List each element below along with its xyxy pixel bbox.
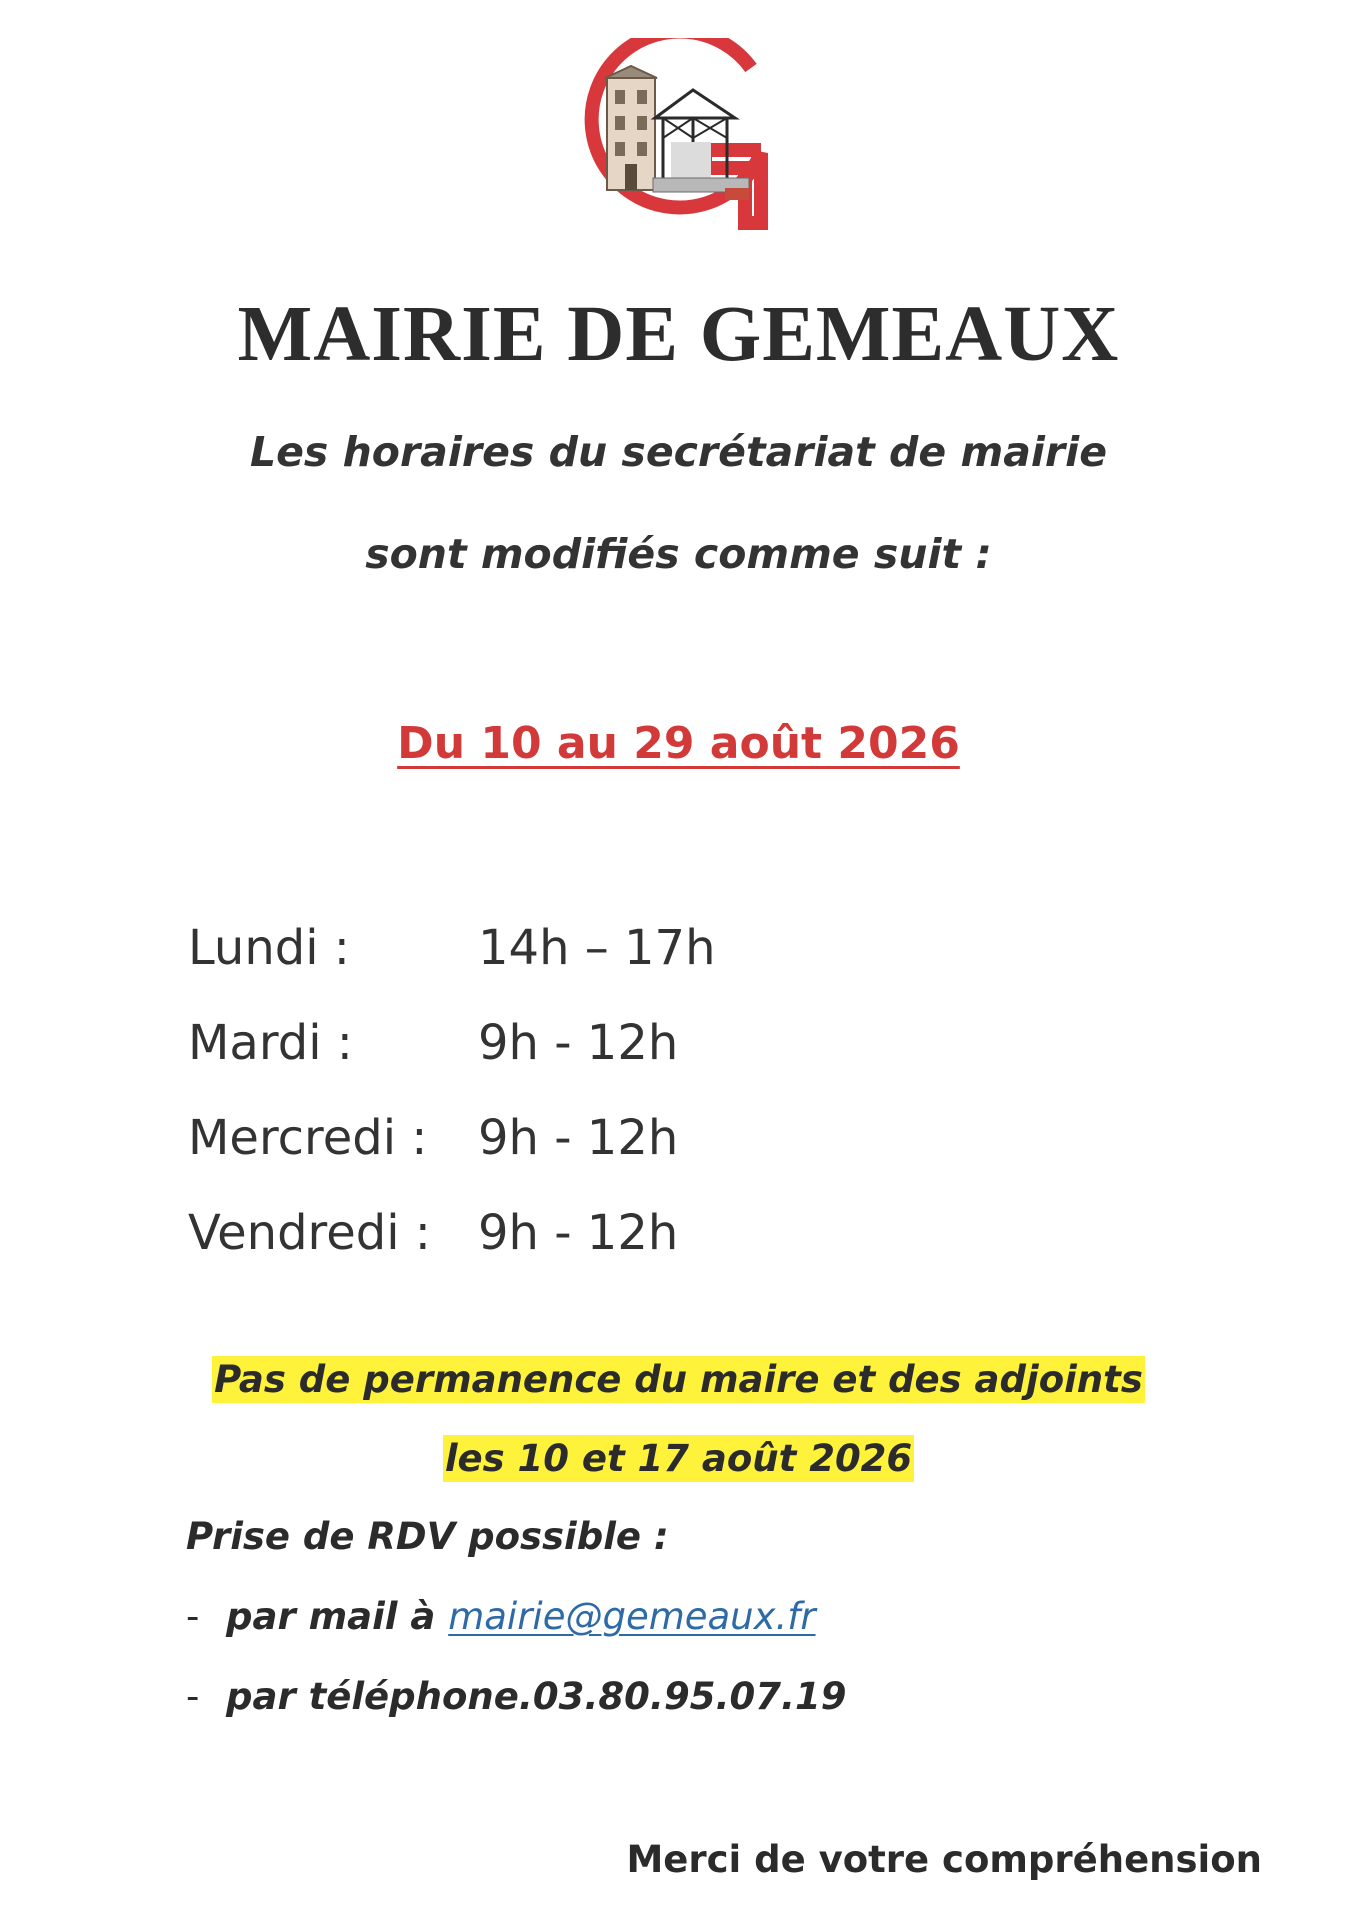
notice-text-2: les 10 et 17 août 2026 [444, 1437, 913, 1480]
hours-value: 9h - 12h [478, 1014, 679, 1071]
schedule-row [188, 995, 716, 1090]
day-label: Mercredi : [188, 1109, 428, 1166]
notice-text-1: Pas de permanence du maire et des adjoints [214, 1358, 1143, 1401]
thanks-message: Merci de votre compréhension [626, 1838, 1262, 1881]
email-link[interactable]: mairie@gemeaux.fr [448, 1595, 816, 1638]
contact-phone-item [186, 1675, 847, 1718]
subtitle-line-2: sont modifiés comme suit : [365, 530, 992, 578]
schedule-row [188, 900, 716, 995]
town-hall-logo [575, 38, 775, 238]
list-dash: - [186, 1595, 200, 1638]
appointment-heading: Prise de RDV possible : [186, 1515, 669, 1558]
page-title: MAIRIE DE GEMEAUX [237, 291, 1120, 378]
day-label: Lundi : [188, 919, 350, 976]
notice-line-1 [0, 1358, 1357, 1401]
day-label: Mardi : [188, 1014, 353, 1071]
period-heading [0, 718, 1357, 769]
notice-line-2 [0, 1437, 1357, 1480]
schedule-row [188, 1090, 716, 1185]
mail-prefix: par mail à [226, 1595, 449, 1638]
hours-value: 14h – 17h [478, 919, 716, 976]
schedule-table [188, 900, 716, 1280]
hours-value: 9h - 12h [478, 1204, 679, 1261]
building-icon [605, 66, 657, 190]
schedule-row [188, 1185, 716, 1280]
hours-value: 9h - 12h [478, 1109, 679, 1166]
subtitle-line-1: Les horaires du secrétariat de mairie [250, 428, 1107, 476]
day-label: Vendredi : [188, 1204, 431, 1261]
phone-text: par téléphone.03.80.95.07.19 [226, 1675, 847, 1718]
contact-mail-item [186, 1595, 816, 1638]
period-text: Du 10 au 29 août 2026 [397, 718, 960, 769]
list-dash: - [186, 1675, 200, 1718]
